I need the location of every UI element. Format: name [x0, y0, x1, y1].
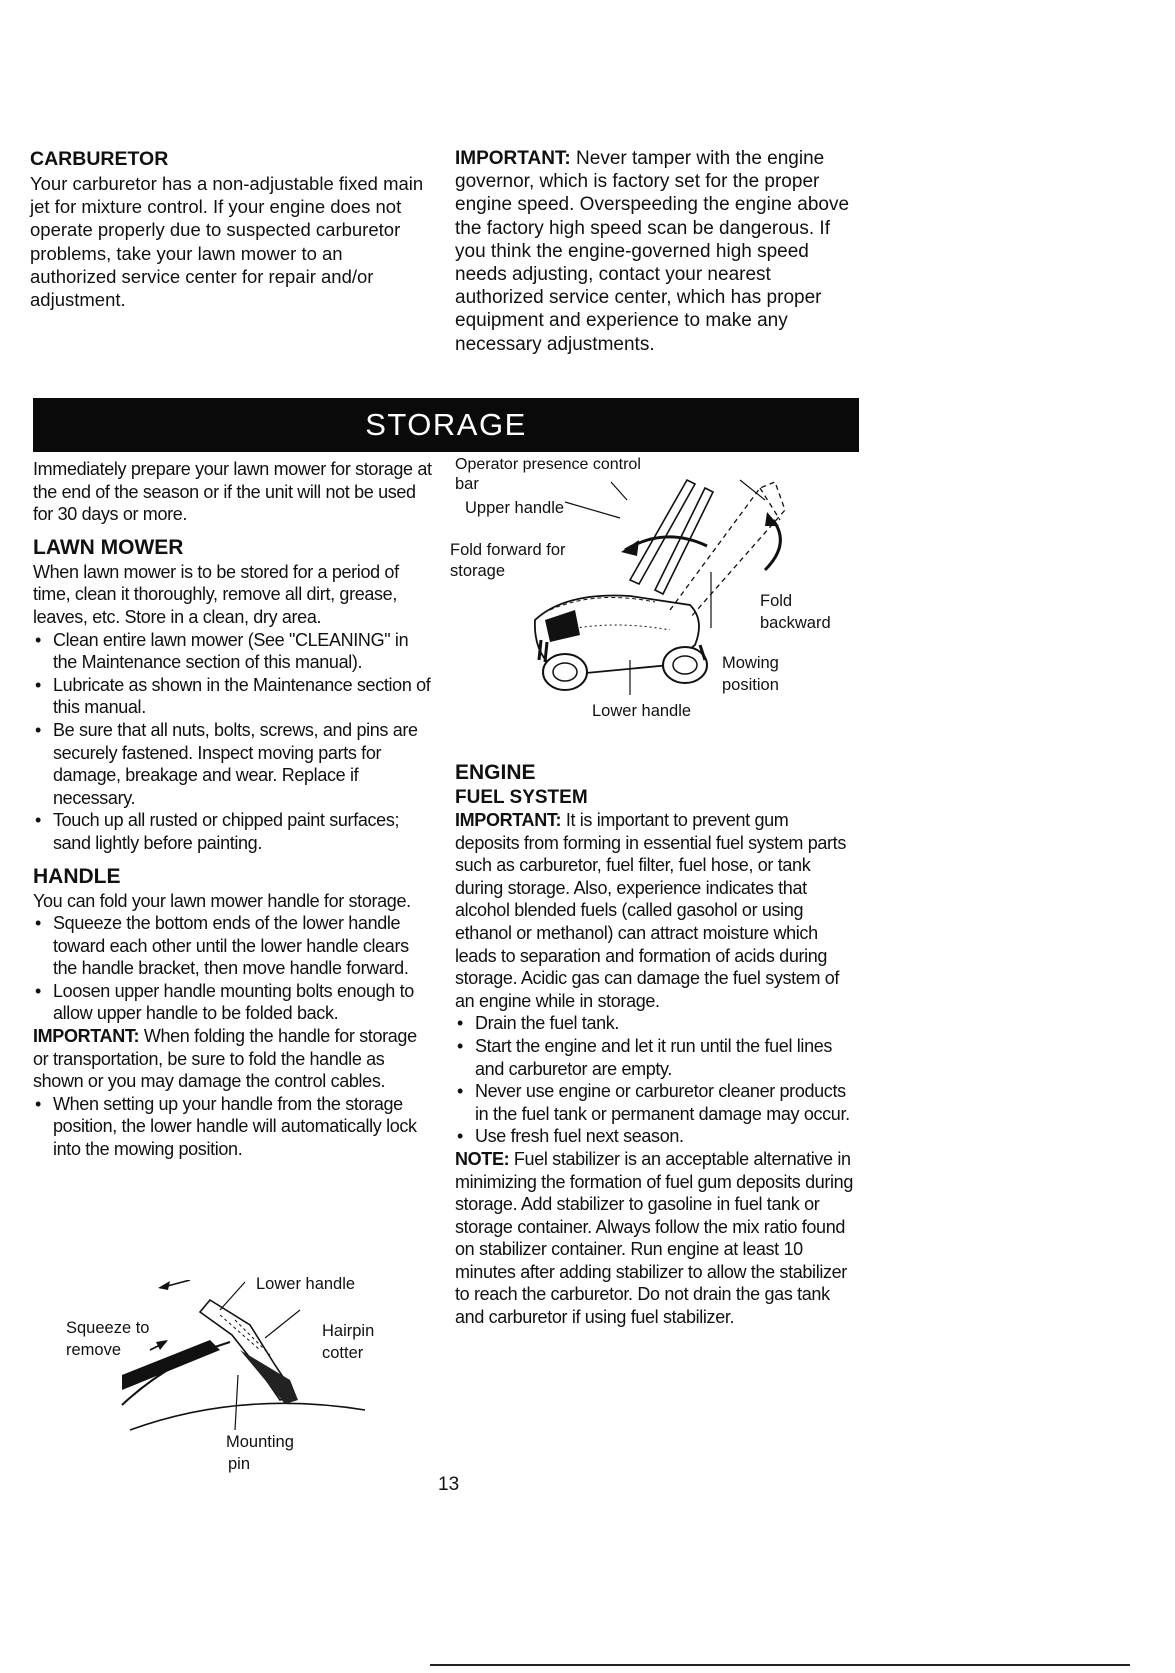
- mower-fig-operator-presence: Operator presence control: [455, 456, 641, 473]
- mower-fig-fold: Fold: [760, 592, 793, 610]
- mower-figure: [450, 456, 865, 760]
- engine-important-note: [455, 809, 855, 1012]
- list-item: • Lubricate as shown in the Maintenance section of this manual.: [33, 674, 433, 719]
- mower-fig-lower-handle: Lower handle: [592, 702, 692, 720]
- lawn-mower-bullets: [33, 629, 433, 855]
- handle-fig-hairpin: Hairpin: [322, 1322, 375, 1340]
- handle-fig-pin: pin: [228, 1455, 251, 1473]
- engine-important-body: It is important to prevent gum deposits from forming in essential fuel system parts such as carburetor, fuel filter, fuel hose, or tank during storage. Also, experience indicates that alcohol blended fuels (called gasohol or using ethanol or methanol) can attract moisture which leads to separation and formation of acids during storage. Acidic gas can damage the fuel system of an engine while in storage.: [455, 810, 846, 1011]
- handle-bullets: [33, 912, 433, 1025]
- engine-bullets: [455, 1012, 855, 1148]
- lawn-mower-heading: LAWN MOWER: [33, 535, 184, 559]
- mower-fig-backward: backward: [760, 614, 831, 632]
- engine-note: [455, 1148, 855, 1329]
- carburetor-section: [30, 147, 430, 311]
- list-item: • Drain the fuel tank.: [455, 1012, 855, 1035]
- handle-figure: [60, 1275, 400, 1473]
- handle-fig-squeeze-to: Squeeze to: [66, 1319, 150, 1337]
- list-item: • Loosen upper handle mounting bolts enough to allow upper handle to be folded back.: [33, 980, 433, 1025]
- important-governor-note: [455, 147, 860, 356]
- list-item: • Touch up all rusted or chipped paint surfaces; sand lightly before painting.: [33, 809, 433, 854]
- list-item: • Squeeze the bottom ends of the lower handle toward each other until the lower handle clears the handle bracket, then move handle forward.: [33, 912, 433, 980]
- mower-fig-bar: bar: [455, 475, 479, 493]
- important-governor-label: IMPORTANT:: [455, 148, 571, 169]
- handle-fig-cotter: cotter: [322, 1344, 364, 1362]
- handle-heading: HANDLE: [33, 864, 121, 888]
- handle-fig-remove: remove: [66, 1341, 122, 1359]
- list-item: • Start the engine and let it run until the fuel lines and carburetor are empty.: [455, 1035, 855, 1080]
- list-item: • Be sure that all nuts, bolts, screws, and pins are securely fastened. Inspect moving parts for damage, breakage and wear. Replace if necessary.: [33, 719, 433, 809]
- engine-section: [455, 760, 855, 1329]
- storage-intro: Immediately prepare your lawn mower for storage at the end of the season or if the unit will not be used for 30 days or more.: [33, 459, 432, 525]
- important-governor-body: Never tamper with the engine governor, which is factory set for the proper engine speed. Overspeeding the engine above the factory high speed scan be dangerous. If you think the engine-governed high speed needs adjusting, contact your nearest authorized service center, which has proper equipment and experience to make any necessary adjustments.: [455, 148, 850, 355]
- engine-note-label: NOTE:: [455, 1148, 510, 1169]
- lawn-mower-body: When lawn mower is to be stored for a period of time, clean it thoroughly, remove all dirt, grease, leaves, etc. Store in a clean, dry area.: [33, 561, 399, 627]
- storage-banner: [33, 398, 859, 452]
- mower-fig-storage: storage: [450, 562, 506, 580]
- handle-important-body: When folding the handle for storage or transportation, be sure to fold the handle as shown or you may damage the control cables.: [33, 1026, 417, 1092]
- storage-banner-title: STORAGE: [365, 407, 527, 442]
- mower-fig-mowing: Mowing: [722, 654, 779, 672]
- mower-fig-upper-handle: Upper handle: [465, 499, 565, 517]
- engine-heading: ENGINE: [455, 761, 536, 784]
- handle-body: You can fold your lawn mower handle for storage.: [33, 890, 411, 911]
- fuel-system-subheading: FUEL SYSTEM: [455, 787, 588, 808]
- handle-fig-mounting: Mounting: [226, 1433, 294, 1451]
- list-item: • Use fresh fuel next season.: [455, 1125, 855, 1148]
- bottom-rule: [430, 1664, 1130, 1666]
- left-column: [33, 458, 433, 1161]
- mower-fig-fold-forward: Fold forward for: [450, 541, 566, 559]
- engine-important-label: IMPORTANT:: [455, 810, 562, 830]
- handle-fig-lower-handle: Lower handle: [256, 1275, 356, 1293]
- list-item: • Never use engine or carburetor cleaner products in the fuel tank or permanent damage may occur.: [455, 1080, 855, 1125]
- list-item: • When setting up your handle from the storage position, the lower handle will automatically lock into the mowing position.: [33, 1093, 433, 1161]
- handle-bullets-2: [33, 1093, 433, 1161]
- carburetor-body: Your carburetor has a non-adjustable fixed main jet for mixture control. If your engine does not operate properly due to suspected carburetor problems, take your lawn mower to an authorized service center for repair and/or adjustment.: [30, 173, 424, 311]
- handle-important-note: [33, 1025, 433, 1093]
- list-item: • Clean entire lawn mower (See "CLEANING" in the Maintenance section of this manual).: [33, 629, 433, 674]
- carburetor-heading: CARBURETOR: [30, 148, 169, 170]
- mower-fig-position: position: [722, 676, 779, 694]
- page-number: 13: [438, 1474, 460, 1495]
- engine-note-body: Fuel stabilizer is an acceptable alternative in minimizing the formation of fuel gum deposits during storage. Add stabilizer to gasoline in fuel tank or storage container. Always follow the mix ratio found on stabilizer container. Run engine at least 10 minutes after adding stabilizer to allow the stabilizer to reach the carburetor. Do not drain the gas tank and carburetor if using fuel stabilizer.: [455, 1148, 854, 1328]
- handle-important-label: IMPORTANT:: [33, 1026, 140, 1047]
